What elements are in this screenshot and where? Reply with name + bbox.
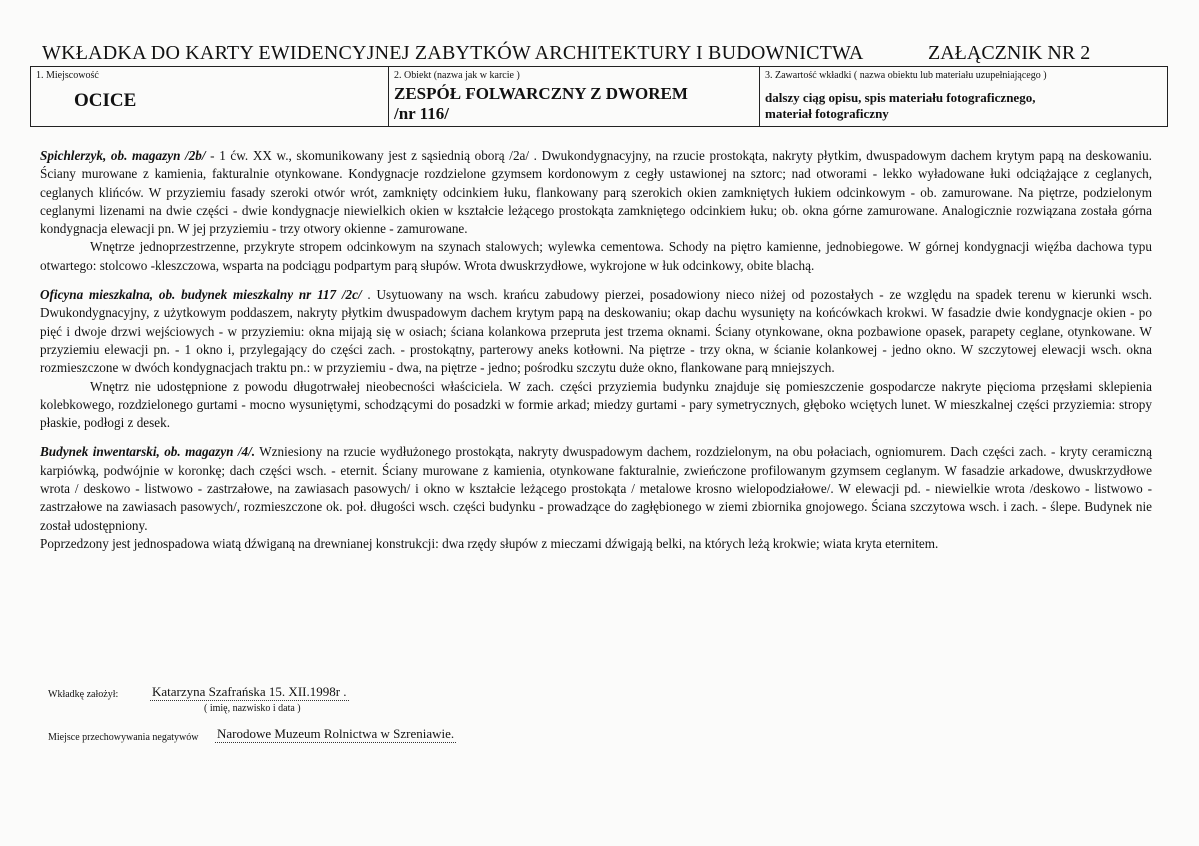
annex-number: ZAŁĄCZNIK NR 2 (928, 42, 1091, 64)
content-value-line2: materiał fotograficzny (765, 106, 889, 121)
document-title: WKŁADKA DO KARTY EWIDENCYJNEJ ZABYTKÓW ARCHITEKTURY I BUDOWNICTWA (42, 42, 864, 64)
author-label: Wkładkę założył: (48, 689, 119, 700)
section-text: - 1 ćw. XX w., skomunikowany jest z sąsiednią oborą /2a/ . Dwukondygnacyjny, na rzucie prostokąta, nakryty płytkim, dwuspadowym dachem krytym papą na deskowaniu. Ściany murowane z kamienia, fakturalnie otynkowane. Kondygnacje rozdzielone gzymsem kordonowym z cegły ustawionej na sztorc; nad otworami - lekko wyładowane łuki odciążające z ceglanych, ceglanych klińców. W przyziemiu fasady szeroki otwór wrót, zamknięty odcinkiem łuku, flankowany parą szerokich okien zamkniętych łukiem odcinkowym - ob. zamurowane. Na piętrze, podzielonym ceglanymi lizenami na dwie części - dwie kondygnacje niewielkich okien w kształcie leżącego prostokąta zamkniętego odcinkiem łuku; ob. okna górne zamurowane. Analogicznie rozwiązana została górna kondygnacja elewacji pn. W jej przyziemiu - trzy otwory okienne - zamurowane. (40, 148, 1152, 237)
section-text: Wnętrz nie udostępnione z powodu długotrwałej nieobecności właściciela. W zach. części przyziemia budynku znajduje się pomieszczenie gospodarcze nakryte pięcioma przęsłami sklepienia kolebkowego, rozdzielonego gurtami - mocno wysuniętymi, schodzącymi do posadzki w formie arkad; miedzy gurtami - pary symetrycznych, głęboko wciętych lunet. W mieszkalnej części przyziemia: stropy płaskie, podłogi z desek. (40, 378, 1152, 431)
content-value-line1: dalszy ciąg opisu, spis materiału fotograficznego, (765, 90, 1036, 105)
section-livestock (40, 443, 1152, 534)
table-divider-2 (759, 66, 760, 127)
table-divider-1 (388, 66, 389, 127)
section-heading-livestock: Budynek inwentarski, ob. magazyn /4/. (40, 444, 256, 460)
storage-label: Miejsce przechowywania negatywów (48, 732, 199, 743)
section-text: Wnętrze jednoprzestrzenne, przykryte stropem odcinkowym na szynach stalowych; wylewka cementowa. Schody na piętro kamienne, jednobiegowe. W górnej kondygnacji więźba dachowa typu otwartego: stolcowo -kleszczowa, wsparta na podciągu podpartym parą słupów. Wrota dwuskrzydłowe, wykrojone w łuk odcinkowy, obite blachą. (40, 239, 1152, 273)
section-granary (40, 147, 1152, 238)
object-value-line2: /nr 116/ (394, 104, 449, 123)
section-text: . Usytuowany na wsch. krańcu zabudowy pierzei, posadowiony nieco niżej od pozostałych - ze względu na spadek terenu w kierunki wsch. Dwukondygnacyjny, z użytkowym poddaszem, nakryty płytkim dwuspadowym dachem krytym papą na deskowaniu; okap dachu wysunięty na końcówkach krokwi. W fasadzie dwie kondygnacje okien - po pięć i dwoje drzwi wejściowych - w przyziemiu: okna mijają się w osiach; ściana kolankowa przepruta jest trzema oknami. Ściany otynkowane, okna pozbawione opasek, parapety ceglane, otynkowane. W przyziemiu elewacji pn. - 1 okno i, przylegający do części zach. - prostokątny, parterowy aneks kotłowni. Na piętrze - trzy okna, w ścianie kolankowej - jedno okno. W szczytowej elewacji wsch. okna rozmieszczone w dwóch kondygnacjach traktu pn.: w przyziemiu - dwa, na piętrze - jedno; pośrodku szczytu duże okno, flankowane parą mniejszych. (40, 287, 1152, 376)
section-text: Wzniesiony na rzucie wydłużonego prostokąta, nakryty dwuspadowym dachem, rozdzielonym, na obu połaciach, ogniomurem. Dach części zach. - kryty ceramiczną karpiówką, podwójnie w koronkę; dach części wsch. - eternit. Ściany murowane z kamienia, otynkowane fakturalnie, zwieńczone profilowanym gzymsem ceglanym. W fasadzie arkadowe, dwuskrzydłowe wrota / deskowo - listwowo - zastrzałowe, na zawiasach pasowych/ i okno w kształcie leżącego prostokąta / metalowe krosno wielopodziałowe/. W elewacji pd. - niewielkie wrota /deskowo - listwowo - zastrzałowe na zawiasach pasowych/, rozmieszczone ok. poł. długości wsch. części budynku - prowadzące do zagłębionego w ziemi zbiornika gnojowego. Ściana szczytowa wsch. i zach. - ślepe. Budynek nie został udostępniony. (40, 444, 1152, 533)
storage-value: Narodowe Muzeum Rolnictwa w Szreniawie. (217, 726, 455, 741)
content-label: 3. Zawartość wkładki ( nazwa obiektu lub materiału uzupełniającego ) (765, 70, 1047, 81)
table-top-border (30, 66, 1168, 67)
table-left-border (30, 66, 31, 127)
description-body (40, 147, 1152, 553)
section-text: Poprzedzony jest jednospadowa wiatą dźwiganą na drewnianej konstrukcji: dwa rzędy słupów z mieczami dźwigają belki, na których leżą krokwie; wiata kryta eternitem. (40, 535, 939, 551)
location-label: 1. Miejscowość (36, 70, 99, 81)
author-sub-label: ( imię, nazwisko i data ) (204, 703, 301, 714)
object-value-line1: ZESPÓŁ FOLWARCZNY Z DWOREM (394, 84, 688, 103)
location-value: OCICE (74, 90, 137, 111)
object-label: 2. Obiekt (nazwa jak w karcie ) (394, 70, 520, 81)
table-right-border (1167, 66, 1168, 127)
section-heading-granary: Spichlerzyk, ob. magazyn /2b/ (40, 148, 206, 163)
section-residential (40, 286, 1152, 377)
section-heading-residential: Oficyna mieszkalna, ob. budynek mieszkalny nr 117 /2c/ (40, 287, 362, 303)
table-bottom-border (30, 126, 1168, 127)
author-value: Katarzyna Szafrańska 15. XII.1998r . (152, 684, 347, 699)
